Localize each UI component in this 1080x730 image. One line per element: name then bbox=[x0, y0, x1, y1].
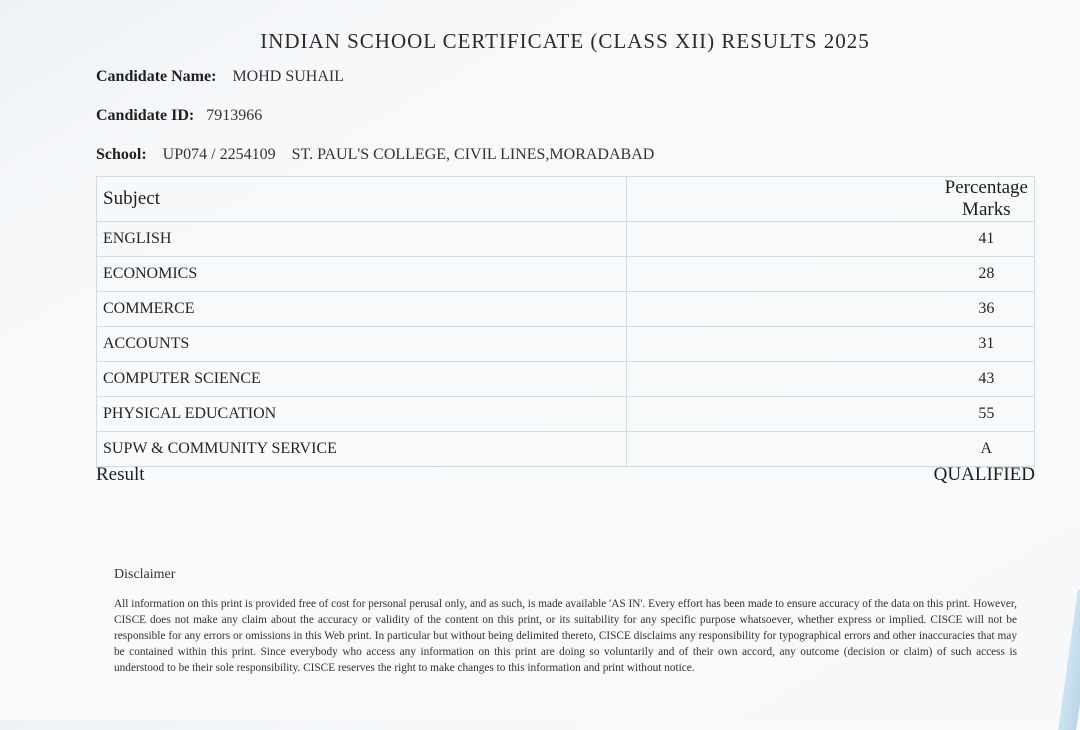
school-label: School: bbox=[96, 146, 147, 163]
page-title: INDIAN SCHOOL CERTIFICATE (CLASS XII) RESULTS 2025 bbox=[260, 29, 870, 53]
table-row bbox=[97, 397, 1035, 432]
marks-table bbox=[96, 176, 1035, 467]
subject-cell: PHYSICAL EDUCATION bbox=[97, 397, 627, 432]
school-name: ST. PAUL'S COLLEGE, CIVIL LINES,MORADABAD bbox=[291, 146, 655, 163]
subject-cell: ECONOMICS bbox=[97, 257, 627, 292]
marks-cell: 43 bbox=[626, 362, 1034, 397]
candidate-id-value: 7913966 bbox=[206, 107, 263, 124]
school-line bbox=[96, 146, 654, 164]
subject-cell: COMPUTER SCIENCE bbox=[97, 362, 627, 397]
subject-cell: ACCOUNTS bbox=[97, 327, 627, 362]
marks-cell: 36 bbox=[626, 292, 1034, 327]
marks-cell: A bbox=[626, 432, 1034, 467]
table-row bbox=[97, 257, 1035, 292]
marks-cell: 55 bbox=[626, 397, 1034, 432]
marks-cell: 41 bbox=[626, 222, 1034, 257]
candidate-id-label: Candidate ID: bbox=[96, 107, 195, 124]
subject-column-header: Subject bbox=[97, 177, 627, 222]
result-label: Result bbox=[96, 464, 145, 485]
disclaimer-title: Disclaimer bbox=[114, 567, 176, 582]
result-row bbox=[96, 464, 1035, 486]
table-row bbox=[97, 432, 1035, 467]
subject-cell: ENGLISH bbox=[97, 222, 627, 257]
table-row bbox=[97, 222, 1035, 257]
table-row bbox=[97, 327, 1035, 362]
table-row bbox=[97, 362, 1035, 397]
table-row bbox=[97, 292, 1035, 327]
marks-cell: 28 bbox=[626, 257, 1034, 292]
candidate-name-line bbox=[96, 68, 344, 86]
candidate-name-value: MOHD SUHAIL bbox=[232, 68, 344, 85]
table-header-row bbox=[97, 177, 1035, 222]
candidate-name-label: Candidate Name: bbox=[96, 68, 217, 85]
disclaimer-text: All information on this print is provided free of cost for personal perusal only, and as such, is made available 'AS IN'. Every effort has been made to ensure accuracy of the data on this print. However, CISCE does not make any claim about the accuracy or validity of the content on this print, or its suitability for any specific purpose whatsoever, whether express or implied. CISCE will not be responsible for any errors or omissions in this Web print. In particular but without being delimited thereto, CISCE disclaims any responsibility for typographical errors and other inaccuracies that may be contained within this print. Since everybody who access any information on this print are doing so voluntarily and of their own accord, any outcome (decision or claim) of such access is understood to be their sole responsibility. CISCE reserves the right to make changes to this information and print without notice. bbox=[114, 598, 1017, 674]
subject-cell: COMMERCE bbox=[97, 292, 627, 327]
result-value: QUALIFIED bbox=[933, 464, 1035, 485]
subject-cell: SUPW & COMMUNITY SERVICE bbox=[97, 432, 627, 467]
marks-column-header: Percentage Marks bbox=[626, 177, 1034, 222]
marks-cell: 31 bbox=[626, 327, 1034, 362]
school-code: UP074 / 2254109 bbox=[162, 146, 276, 163]
decorative-edge-stripe bbox=[1058, 590, 1080, 730]
candidate-id-line bbox=[96, 107, 262, 125]
